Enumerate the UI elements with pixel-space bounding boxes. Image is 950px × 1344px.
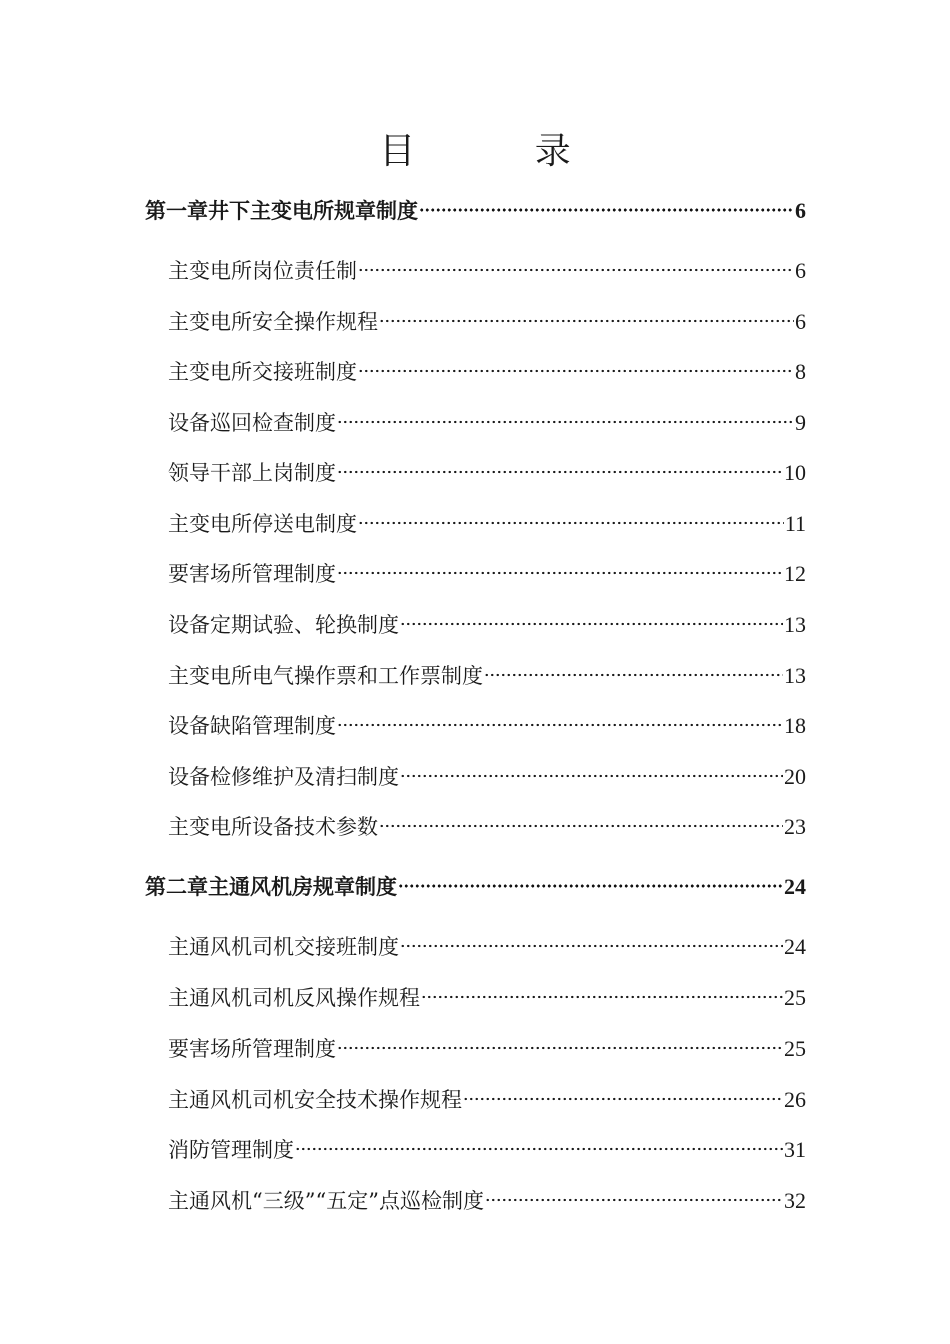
dot-leader (358, 521, 784, 525)
toc-entry-page-number: 25 (784, 1036, 806, 1061)
toc-entry-page-number: 23 (784, 814, 806, 839)
toc-entry-page-number: 24 (784, 934, 806, 959)
dot-leader (398, 884, 783, 888)
toc-entry-label: 主变电所设备技术参数 (168, 815, 378, 839)
toc-chapter-entry[interactable] (145, 196, 806, 226)
dot-leader (337, 420, 794, 424)
toc-entry-label: 主变电所岗位责任制 (168, 259, 357, 283)
toc-section-entry[interactable] (168, 559, 806, 589)
toc-entry-label: 设备检修维护及清扫制度 (168, 765, 399, 789)
toc-entry-label: 设备巡回检查制度 (168, 411, 336, 435)
toc-entry-page-number: 26 (784, 1087, 806, 1112)
toc-section-entry[interactable] (168, 983, 806, 1013)
dot-leader (400, 944, 783, 948)
dot-leader (379, 824, 783, 828)
toc-section-entry[interactable] (168, 458, 806, 488)
dot-leader (337, 571, 783, 575)
dot-leader (337, 1046, 783, 1050)
toc-entry-label: 主通风机司机交接班制度 (168, 935, 399, 959)
toc-section-entry[interactable] (168, 661, 806, 691)
toc-section-entry[interactable] (168, 1186, 806, 1216)
toc-entry-label: 第一章井下主变电所规章制度 (145, 198, 418, 223)
toc-entry-page-number: 10 (784, 460, 806, 485)
toc-section-entry[interactable] (168, 307, 806, 337)
toc-entry-label: 领导干部上岗制度 (168, 461, 336, 485)
dot-leader (485, 1198, 783, 1202)
toc-chapter-entry[interactable] (145, 872, 806, 902)
toc-section-entry[interactable] (168, 932, 806, 962)
dot-leader (400, 622, 783, 626)
toc-entry-label: 消防管理制度 (168, 1138, 294, 1162)
toc-section-entry[interactable] (168, 711, 806, 741)
toc-section-entry[interactable] (168, 610, 806, 640)
dot-leader (295, 1147, 783, 1151)
dot-leader (358, 268, 794, 272)
toc-entry-page-number: 6 (795, 258, 806, 283)
toc-entry-page-number: 6 (795, 309, 806, 334)
toc-entry-label: 主通风机“三级”“五定”点巡检制度 (168, 1189, 484, 1213)
toc-entry-label: 主变电所交接班制度 (168, 360, 357, 384)
toc-entry-label: 第二章主通风机房规章制度 (145, 874, 397, 899)
dot-leader (358, 369, 794, 373)
toc-entry-label: 要害场所管理制度 (168, 1037, 336, 1061)
toc-entry-label: 主通风机司机反风操作规程 (168, 986, 420, 1010)
toc-entry-page-number: 20 (784, 764, 806, 789)
toc-section-entry[interactable] (168, 357, 806, 387)
toc-entry-label: 设备定期试验、轮换制度 (168, 613, 399, 637)
toc-entry-page-number: 24 (784, 874, 806, 899)
toc-entry-page-number: 31 (784, 1137, 806, 1162)
dot-leader (400, 774, 783, 778)
dot-leader (463, 1097, 783, 1101)
toc-entry-page-number: 6 (795, 198, 806, 223)
toc-entry-page-number: 9 (795, 410, 806, 435)
toc-section-entry[interactable] (168, 256, 806, 286)
toc-entry-page-number: 8 (795, 359, 806, 384)
dot-leader (421, 995, 783, 999)
toc-entry-page-number: 25 (784, 985, 806, 1010)
toc-section-entry[interactable] (168, 408, 806, 438)
toc-section-entry[interactable] (168, 1135, 806, 1165)
dot-leader (337, 723, 783, 727)
toc-entry-page-number: 12 (784, 561, 806, 586)
toc-entry-label: 主变电所电气操作票和工作票制度 (168, 664, 483, 688)
toc-entry-label: 主通风机司机安全技术操作规程 (168, 1088, 462, 1112)
toc-entry-page-number: 13 (784, 663, 806, 688)
toc-entry-page-number: 11 (784, 511, 806, 536)
page-title: 目 录 (379, 131, 625, 172)
toc-section-entry[interactable] (168, 812, 806, 842)
dot-leader (337, 470, 783, 474)
dot-leader (419, 208, 794, 212)
toc-section-entry[interactable] (168, 1085, 806, 1115)
toc-entry-page-number: 32 (784, 1188, 806, 1213)
dot-leader (379, 319, 794, 323)
toc-section-entry[interactable] (168, 1034, 806, 1064)
toc-entry-label: 要害场所管理制度 (168, 562, 336, 586)
dot-leader (484, 673, 783, 677)
toc-entry-label: 主变电所安全操作规程 (168, 310, 378, 334)
toc-entry-page-number: 18 (784, 713, 806, 738)
toc-section-entry[interactable] (168, 509, 806, 539)
toc-entry-label: 设备缺陷管理制度 (168, 714, 336, 738)
toc-section-entry[interactable] (168, 762, 806, 792)
toc-entry-page-number: 13 (784, 612, 806, 637)
toc-entry-label: 主变电所停送电制度 (168, 512, 357, 536)
